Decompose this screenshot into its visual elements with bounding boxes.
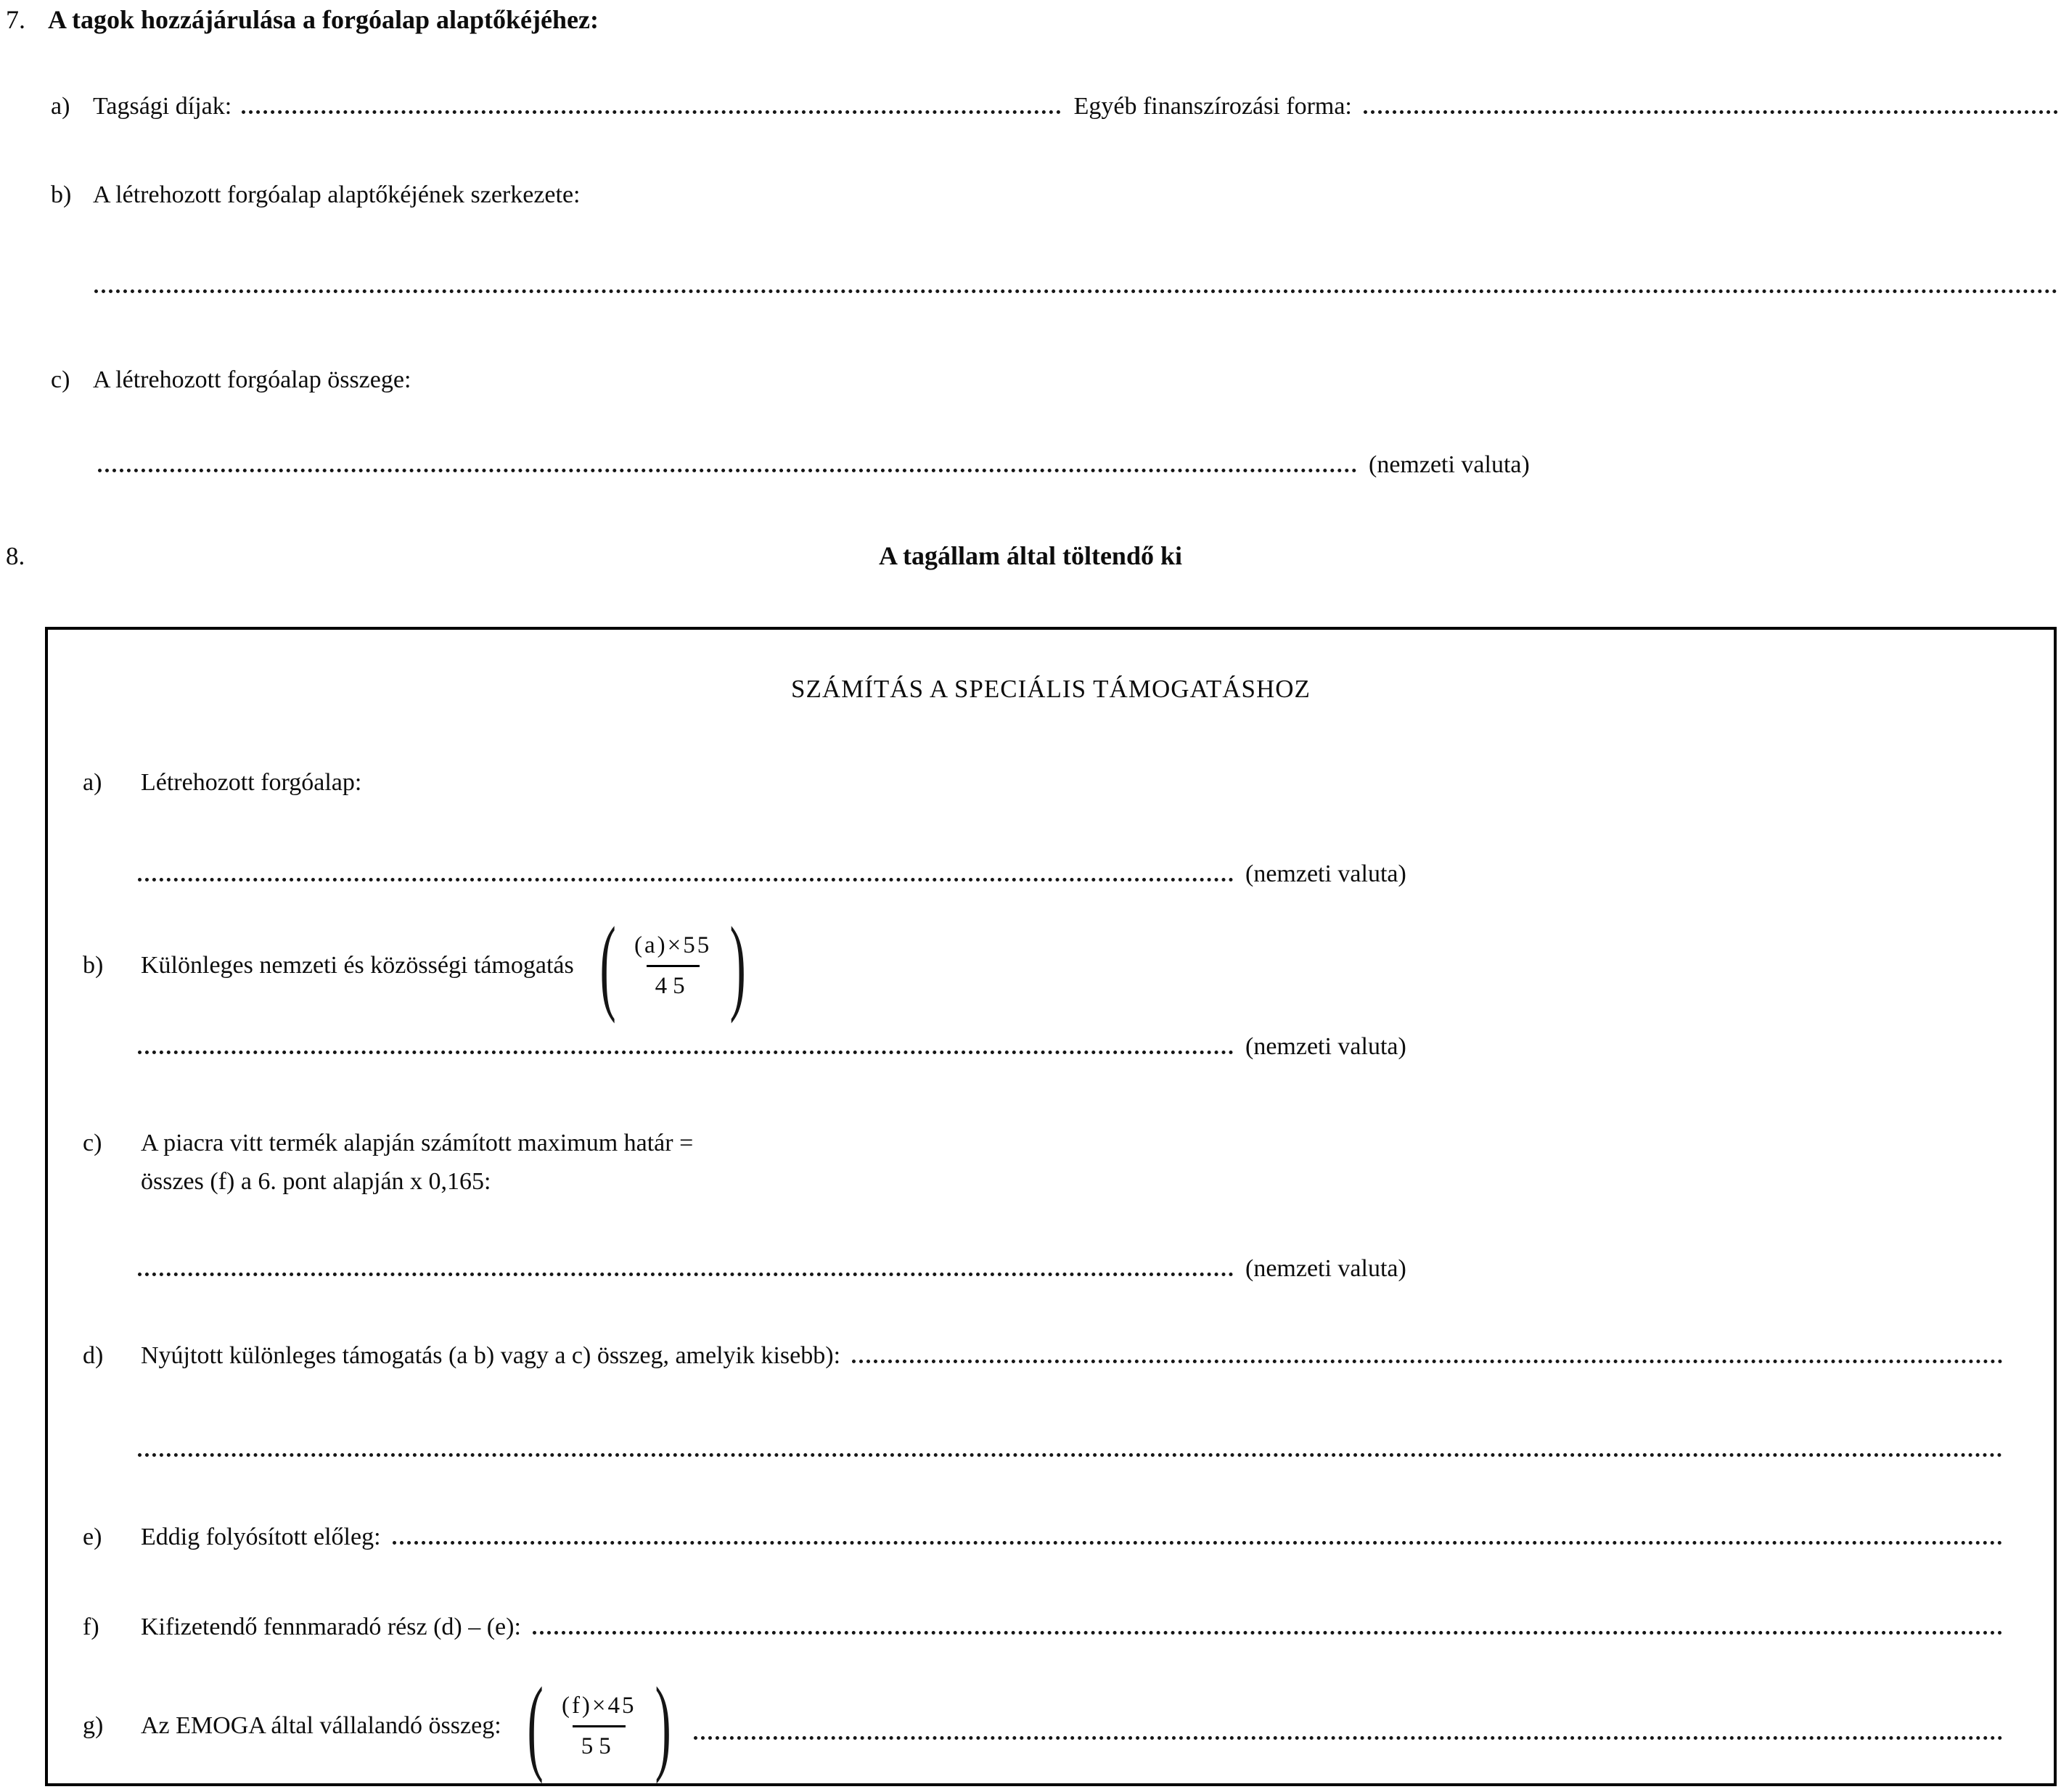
section7-item-c — [51, 366, 411, 394]
fill-in-line-fund-amount — [98, 465, 1357, 472]
box-f-text: Kifizetendő fennmaradó rész (d) – (e): — [141, 1614, 521, 1640]
box-item-a-amount — [138, 860, 1406, 888]
box-c-line2: összes (f) a 6. pont alapján x 0,165: — [141, 1167, 491, 1195]
formula-f-times-45-over-55 — [517, 1666, 681, 1785]
fill-in-line-structure — [94, 280, 2058, 293]
item-b-label: b) — [51, 181, 72, 208]
box-e-text: Eddig folyósított előleg: — [141, 1524, 381, 1550]
box-item-f — [83, 1614, 2003, 1641]
item-b-text: A létrehozott forgóalap alaptőkéjének szerkezete: — [93, 181, 581, 208]
formula-a-times-55-over-45 — [590, 905, 756, 1024]
box-b-label: b) — [83, 951, 104, 979]
fill-in-line-box-g — [694, 1733, 2003, 1740]
box-a-label: a) — [83, 769, 102, 796]
box-f-label: f) — [83, 1614, 99, 1640]
box-d-text: Nyújtott különleges támogatás (a b) vagy a c) összeg, amelyik kisebb): — [141, 1342, 841, 1369]
box-d-label: d) — [83, 1342, 104, 1369]
fill-in-line-box-c — [138, 1269, 1234, 1276]
section7-item-b — [51, 181, 581, 209]
fraction-denominator: 45 — [647, 965, 700, 1001]
box-item-b — [83, 905, 762, 1024]
calc-box-title: SZÁMÍTÁS A SPECIÁLIS TÁMOGATÁSHOZ — [791, 675, 1311, 703]
box-b-text: Különleges nemzeti és közösségi támogatás — [141, 951, 574, 979]
fraction-numerator: (a)×55 — [634, 932, 712, 959]
box-item-a — [83, 769, 361, 797]
item-a-text1: Tagsági díjak: — [93, 93, 232, 120]
box-a-text: Létrehozott forgóalap: — [141, 769, 362, 796]
fill-in-line-box-d2 — [138, 1444, 2003, 1457]
currency-note: (nemzeti valuta) — [1369, 451, 1530, 478]
currency-note: (nemzeti valuta) — [1245, 860, 1406, 887]
item-a-text2: Egyéb finanszírozási forma: — [1073, 93, 1352, 120]
item-c-label: c) — [51, 366, 70, 393]
section7-title: A tagok hozzájárulása a forgóalap alaptőkéjéhez: — [48, 5, 599, 34]
box-item-c — [83, 1125, 693, 1201]
box-item-g — [83, 1666, 2003, 1785]
box-e-label: e) — [83, 1524, 102, 1550]
section7-heading — [6, 4, 2058, 35]
fraction — [554, 1690, 644, 1762]
box-c-line1: A piacra vitt termék alapján számított maximum határ = — [141, 1130, 694, 1156]
fraction-numerator: (f)×45 — [561, 1693, 636, 1719]
fill-in-line-other-financing — [1364, 107, 2058, 114]
item-a-label: a) — [51, 93, 70, 120]
box-item-c-amount — [138, 1255, 1406, 1283]
box-c-text — [141, 1125, 693, 1201]
box-item-d — [83, 1342, 2003, 1370]
currency-note: (nemzeti valuta) — [1245, 1255, 1406, 1282]
section7-item-a — [51, 93, 2058, 120]
fraction-denominator: 55 — [573, 1725, 626, 1762]
fill-in-line-box-a — [138, 874, 1234, 881]
left-paren: ( — [599, 905, 616, 1024]
box-g-label: g) — [83, 1711, 104, 1739]
section8-number: 8. — [6, 542, 25, 570]
box-g-text: Az EMOGA által vállalandó összeg: — [141, 1711, 501, 1739]
item-c-text: A létrehozott forgóalap összege: — [93, 366, 411, 393]
left-paren: ( — [527, 1666, 544, 1785]
fill-in-line-membership-fees — [242, 107, 1060, 114]
box-c-label: c) — [83, 1130, 102, 1156]
special-support-calculation-box — [45, 627, 2057, 1786]
section7-item-c-amount — [98, 451, 1530, 479]
section8-title: A tagállam által töltendő ki — [878, 541, 1182, 570]
fill-in-line-box-b — [138, 1047, 1234, 1054]
currency-note: (nemzeti valuta) — [1245, 1033, 1406, 1060]
fill-in-line-box-e — [393, 1537, 2003, 1545]
right-paren: ) — [655, 1666, 671, 1785]
fraction — [627, 929, 718, 1001]
fill-in-line-box-d — [852, 1356, 2003, 1363]
right-paren: ) — [729, 905, 747, 1024]
box-item-e — [83, 1524, 2003, 1551]
section7-number: 7. — [6, 5, 25, 34]
box-item-b-amount — [138, 1033, 1406, 1061]
fill-in-line-box-f — [533, 1627, 2003, 1635]
